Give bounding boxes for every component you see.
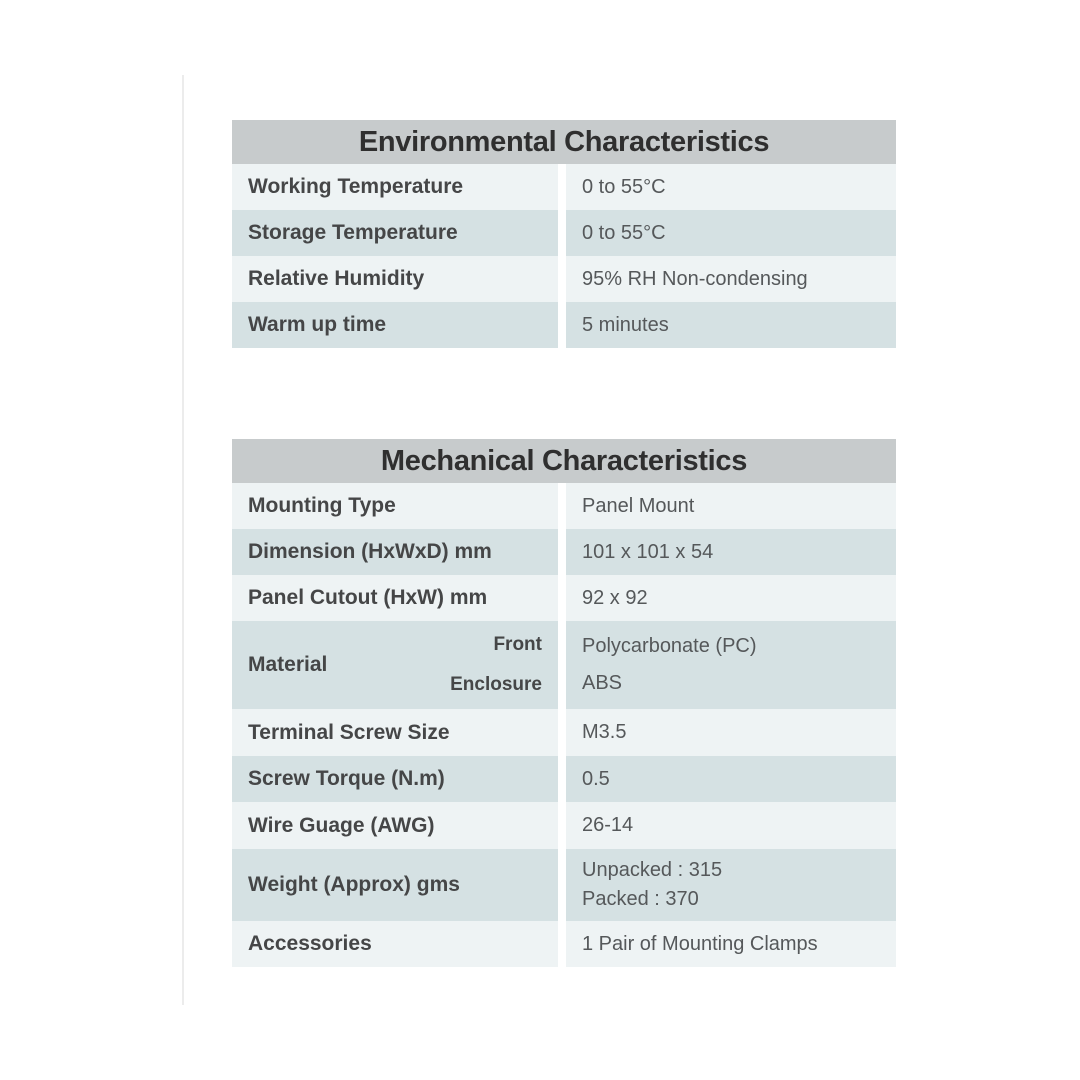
material-front-value: Polycarbonate (PC) bbox=[582, 635, 757, 657]
material-label-cell bbox=[232, 621, 566, 709]
material-label: Material bbox=[248, 653, 328, 676]
accessories-value: 1 Pair of Mounting Clamps bbox=[566, 921, 896, 967]
working-temperature-label: Working Temperature bbox=[232, 164, 566, 210]
wire-gauge-label: Wire Guage (AWG) bbox=[232, 802, 566, 849]
mounting-type-label: Mounting Type bbox=[232, 483, 566, 529]
table-row bbox=[232, 256, 896, 302]
panel-cutout-label: Panel Cutout (HxW) mm bbox=[232, 575, 566, 621]
warm-up-time-value: 5 minutes bbox=[566, 302, 896, 348]
table-row bbox=[232, 483, 896, 529]
table-row bbox=[232, 921, 896, 967]
table-row bbox=[232, 210, 896, 256]
weight-unpacked-value: Unpacked : 315 bbox=[582, 859, 723, 881]
table-row bbox=[232, 709, 896, 756]
material-enclosure-label: Enclosure bbox=[450, 674, 542, 695]
dimension-value: 101 x 101 x 54 bbox=[566, 529, 896, 575]
panel-cutout-value: 92 x 92 bbox=[566, 575, 896, 621]
wire-gauge-value: 26-14 bbox=[566, 802, 896, 849]
weight-packed-value: Packed : 370 bbox=[582, 888, 699, 910]
table-row bbox=[232, 575, 896, 621]
relative-humidity-label: Relative Humidity bbox=[232, 256, 566, 302]
table-row bbox=[232, 164, 896, 210]
relative-humidity-value: 95% RH Non-condensing bbox=[566, 256, 896, 302]
left-divider-line bbox=[182, 75, 184, 1005]
material-front-label: Front bbox=[493, 634, 542, 655]
material-enclosure-value: ABS bbox=[582, 672, 623, 694]
environmental-characteristics-table bbox=[232, 120, 896, 348]
dimension-label: Dimension (HxWxD) mm bbox=[232, 529, 566, 575]
screw-torque-value: 0.5 bbox=[566, 756, 896, 802]
accessories-label: Accessories bbox=[232, 921, 566, 967]
table-row bbox=[232, 621, 896, 709]
screw-torque-label: Screw Torque (N.m) bbox=[232, 756, 566, 802]
storage-temperature-label: Storage Temperature bbox=[232, 210, 566, 256]
terminal-screw-size-label: Terminal Screw Size bbox=[232, 709, 566, 756]
table-row bbox=[232, 529, 896, 575]
table-row bbox=[232, 302, 896, 348]
weight-value-cell bbox=[566, 849, 896, 921]
environmental-table-title: Environmental Characteristics bbox=[232, 120, 896, 164]
terminal-screw-size-value: M3.5 bbox=[566, 709, 896, 756]
table-row bbox=[232, 802, 896, 849]
table-row bbox=[232, 756, 896, 802]
material-value-cell bbox=[566, 621, 896, 709]
working-temperature-value: 0 to 55°C bbox=[566, 164, 896, 210]
warm-up-time-label: Warm up time bbox=[232, 302, 566, 348]
mechanical-table-title: Mechanical Characteristics bbox=[232, 439, 896, 483]
storage-temperature-value: 0 to 55°C bbox=[566, 210, 896, 256]
mounting-type-value: Panel Mount bbox=[566, 483, 896, 529]
mechanical-characteristics-table bbox=[232, 439, 896, 967]
weight-label: Weight (Approx) gms bbox=[232, 849, 566, 921]
table-row bbox=[232, 849, 896, 921]
